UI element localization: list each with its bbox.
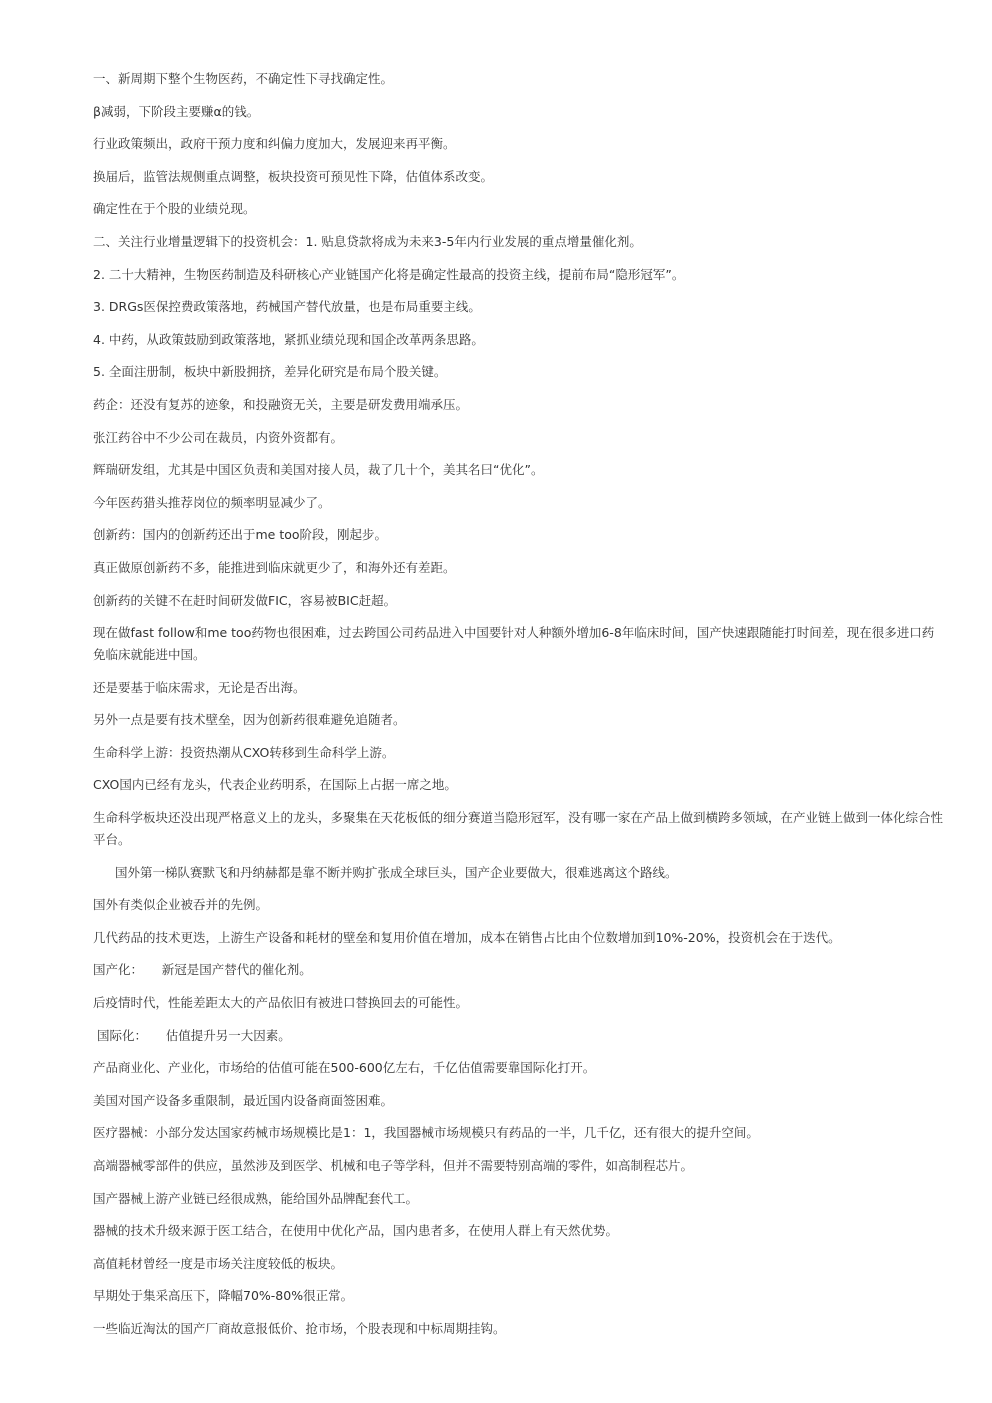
paragraph: 高端器械零部件的供应，虽然涉及到医学、机械和电子等学科，但并不需要特别高端的零件，如高制程芯片。 (93, 1158, 694, 1173)
paragraph: 生命科学上游：投资热潮从CXO转移到生命科学上游。 (93, 744, 395, 760)
paragraph: 另外一点是要有技术壁垒，因为创新药很难避免追随者。 (93, 712, 406, 728)
paragraph: 国产器械上游产业链已经很成熟，能给国外品牌配套代工。 (93, 1190, 419, 1206)
paragraph: 今年医药猎头推荐岗位的频率明显减少了。 (93, 494, 331, 510)
paragraph: 高值耗材曾经一度是市场关注度较低的板块。 (93, 1255, 344, 1271)
paragraph: 国际化： 估值提升另一大因素。 (97, 1027, 291, 1043)
paragraph: 生命科学板块还没出现严格意义上的龙头，多聚集在天花板低的细分赛道当隐形冠军，没有哪一家在产品上做到横跨多领域，在产业链上做到一体化综合性平台。 (93, 810, 944, 848)
paragraph: 换届后，监管法规侧重点调整，板块投资可预见性下降，估值体系改变。 (93, 168, 494, 184)
paragraph: 二、关注行业增量逻辑下的投资机会：1. 贴息贷款将成为未来3-5年内行业发展的重点增量催化剂。 (93, 233, 642, 249)
paragraph: 真正做原创新药不多，能推进到临床就更少了，和海外还有差距。 (93, 559, 456, 575)
paragraph: 后疫情时代，性能差距太大的产品依旧有被进口替换回去的可能性。 (93, 995, 469, 1011)
paragraph: 张江药谷中不少公司在裁员，内资外资都有。 (93, 429, 344, 445)
paragraph: 创新药的关键不在赶时间研发做FIC，容易被BIC赶超。 (93, 592, 397, 608)
paragraph: 国外第一梯队赛默飞和丹纳赫都是靠不断并购扩张成全球巨头，国产企业要做大，很难逃离这个路线。 (115, 864, 678, 880)
paragraph: 国产化： 新冠是国产替代的催化剂。 (93, 962, 312, 978)
paragraph: 几代药品的技术更迭，上游生产设备和耗材的壁垒和复用价值在增加，成本在销售占比由个位数增加到10%-20%，投资机会在于迭代。 (93, 929, 841, 945)
paragraph: 3. DRGs医保控费政策落地，药械国产替代放量，也是布局重要主线。 (93, 299, 481, 315)
paragraph: 行业政策频出，政府干预力度和纠偏力度加大，发展迎来再平衡。 (93, 136, 456, 152)
paragraph: 还是要基于临床需求，无论是否出海。 (93, 679, 306, 695)
paragraph: 器械的技术升级来源于医工结合，在使用中优化产品，国内患者多，在使用人群上有天然优势。 (93, 1223, 619, 1239)
paragraph: 辉瑞研发组，尤其是中国区负责和美国对接人员，裁了几十个，美其名曰“优化”。 (93, 462, 544, 478)
paragraph: β减弱，下阶段主要赚α的钱。 (93, 103, 260, 119)
document-body (93, 68, 945, 1351)
paragraph: 产品商业化、产业化，市场给的估值可能在500-600亿左右，千亿估值需要靠国际化打开。 (93, 1060, 596, 1076)
paragraph: 创新药：国内的创新药还出于me too阶段，刚起步。 (93, 527, 388, 543)
paragraph: 确定性在于个股的业绩兑现。 (93, 201, 256, 217)
paragraph: 2. 二十大精神，生物医药制造及科研核心产业链国产化将是确定性最高的投资主线，提前布局“隐形冠军”。 (93, 266, 685, 282)
paragraph: 4. 中药，从政策鼓励到政策落地，紧抓业绩兑现和国企改革两条思路。 (93, 331, 484, 347)
paragraph: 医疗器械：小部分发达国家药械市场规模比是1：1，我国器械市场规模只有药品的一半，几千亿，还有很大的提升空间。 (93, 1125, 759, 1141)
paragraph: CXO国内已经有龙头，代表企业药明系，在国际上占据一席之地。 (93, 777, 457, 793)
paragraph: 早期处于集采高压下，降幅70%-80%很正常。 (93, 1288, 354, 1304)
paragraph: 5. 全面注册制，板块中新股拥挤，差异化研究是布局个股关键。 (93, 364, 447, 380)
paragraph: 一、新周期下整个生物医药，不确定性下寻找确定性。 (93, 71, 394, 86)
paragraph: 美国对国产设备多重限制，最近国内设备商面签困难。 (93, 1092, 394, 1108)
paragraph: 国外有类似企业被吞并的先例。 (93, 897, 269, 913)
paragraph: 现在做fast follow和me too药物也很困难，过去跨国公司药品进入中国要针对人种额外增加6-8年临床时间，国产快速跟随能打时间差，现在很多进口药免临床就能进中国。 (93, 625, 935, 663)
paragraph: 药企：还没有复苏的迹象，和投融资无关，主要是研发费用端承压。 (93, 396, 469, 412)
paragraph: 一些临近淘汰的国产厂商故意报低价、抢市场，个股表现和中标周期挂钩。 (93, 1320, 506, 1336)
